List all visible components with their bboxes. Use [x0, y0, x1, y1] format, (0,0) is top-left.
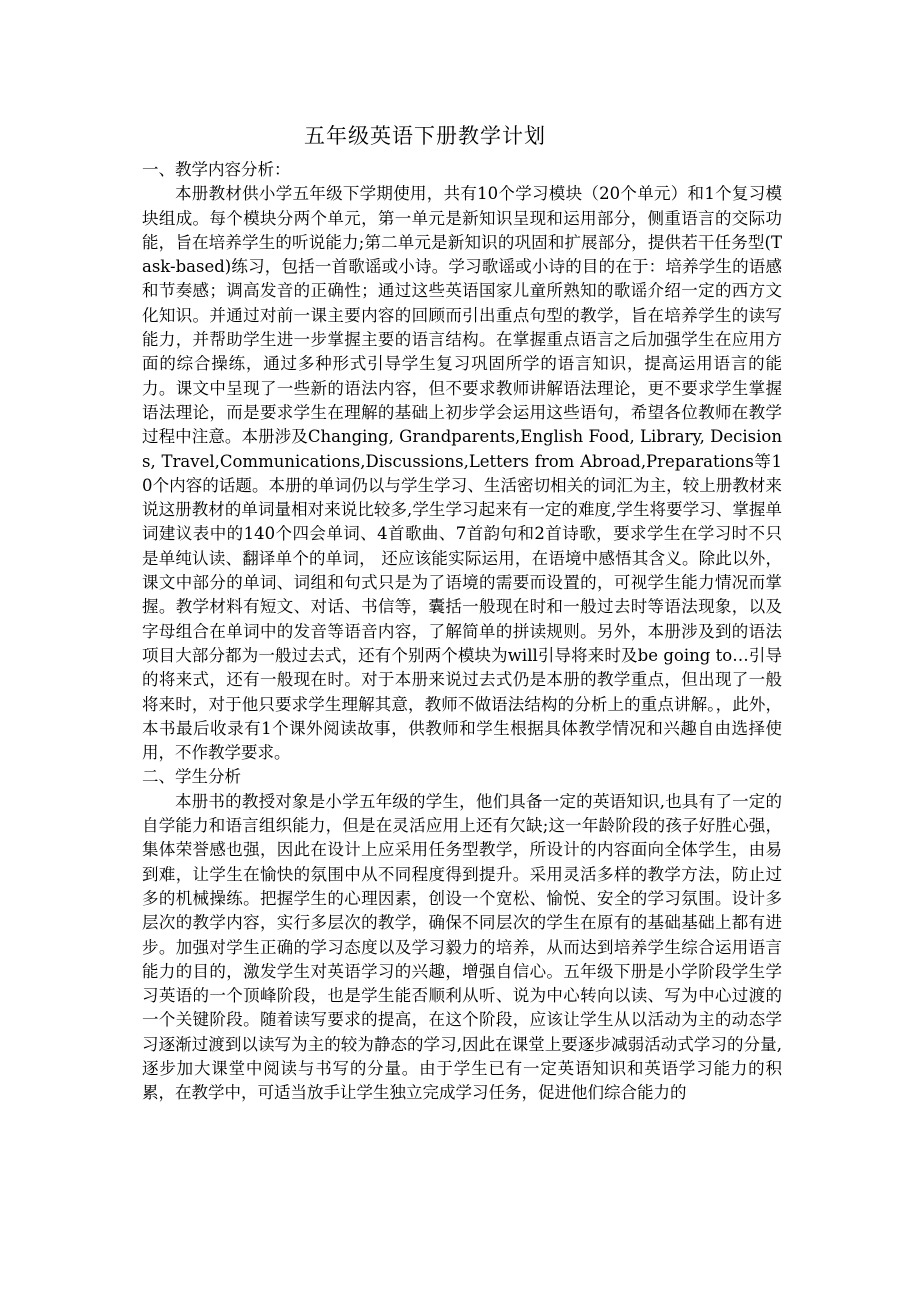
document-body: [142, 158, 782, 1106]
section-heading-student-analysis: 二、学生分析: [142, 767, 241, 787]
section-heading-content-analysis: 一、教学内容分析：: [142, 160, 291, 179]
document-title: 五年级英语下册教学计划: [304, 124, 546, 148]
paragraph-student-analysis: 本册书的教授对象是小学五年级的学生，他们具备一定的英语知识,也具有了一定的自学能力和语言组织能力，但是在灵活应用上还有欠缺;这一年龄阶段的孩子好胜心强，集体荣誉感也强，因此在设计上应采用任务型教学，所设计的内容面向全体学生，由易到难，让学生在愉快的氛围中从不同程度得到提升。采用灵活多样的教学方法，防止过多的机械操练。把握学生的心理因素，创设一个宽松、愉悦、安全的学习氛围。设计多层次的教学内容，实行多层次的教学，确保不同层次的学生在原有的基础基础上都有进步。加强对学生正确的学习态度以及学习毅力的培养，从而达到培养学生综合运用语言能力的目的，激发学生对英语学习的兴趣，增强自信心。五年级下册是小学阶段学生学习英语的一个顶峰阶段，也是学生能否顺利从听、说为中心转向以读、写为中心过渡的一个关键阶段。随着读写要求的提高，在这个阶段，应该让学生从以活动为主的动态学习逐渐过渡到以读写为主的较为静态的学习,因此在课堂上要逐步减弱活动式学习的分量,逐步加大课堂中阅读与书写的分量。由于学生已有一定英语知识和英语学习能力的积累，在教学中，可适当放手让学生独立完成学习任务，促进他们综合能力的: [142, 791, 782, 1103]
paragraph-content-analysis: 本册教材供小学五年级下学期使用，共有10个学习模块（20个单元）和1个复习模块组成。每个模块分两个单元，第一单元是新知识呈现和运用部分，侧重语言的交际功能，旨在培养学生的听说能力;第二单元是新知识的巩固和扩展部分，提供若干任务型(Task-based)练习，包括一首歌谣或小诗。学习歌谣或小诗的目的在于：培养学生的语感和节奏感；调高发音的正确性；通过这些英语国家儿童所熟知的歌谣介绍一定的西方文化知识。并通过对前一课主要内容的回顾而引出重点句型的教学，旨在培养学生的读写能力，并帮助学生进一步掌握主要的语言结构。在掌握重点语言之后加强学生在应用方面的综合操练，通过多种形式引导学生复习巩固所学的语言知识，提高运用语言的能力。课文中呈现了一些新的语法内容，但不要求教师讲解语法理论，更不要求学生掌握语法理论，而是要求学生在理解的基础上初步学会运用这些语句，希望各位教师在教学过程中注意。本册涉及Changing, Grandparents,English Food, Library, Decisions, Travel,Communications,Discussions,Letters from Abroad,Preparations等10个内容的话题。本册的单词仍以与学生学习、生活密切相关的词汇为主，较上册教材来说这册教材的单词量相对来说比较多,学生学习起来有一定的难度,学生将要学习、掌握单词建议表中的140个四会单词、4首歌曲、7首韵句和2首诗歌，要求学生在学习时不只是单纯认读、翻译单个的单词， 还应该能实际运用，在语境中感悟其含义。除此以外，课文中部分的单词、词组和句式只是为了语境的需要而设置的，可视学生能力情况而掌握。教学材料有短文、对话、书信等，囊括一般现在时和一般过去时等语法现象，以及字母组合在单词中的发音等语音内容，了解简单的拼读规则。另外，本册涉及到的语法项目大部分都为一般过去式，还有个别两个模块为will引导将来时及be going to…引导的将来式，还有一般现在时。对于本册来说过去式仍是本册的教学重点，但出现了一般将来时，对于他只要求学生理解其意，教师不做语法结构的分析上的重点讲解。，此外，本书最后收录有1个课外阅读故事，供教师和学生根据具体教学情况和兴趣自由选择使用，不作教学要求。: [142, 184, 782, 763]
